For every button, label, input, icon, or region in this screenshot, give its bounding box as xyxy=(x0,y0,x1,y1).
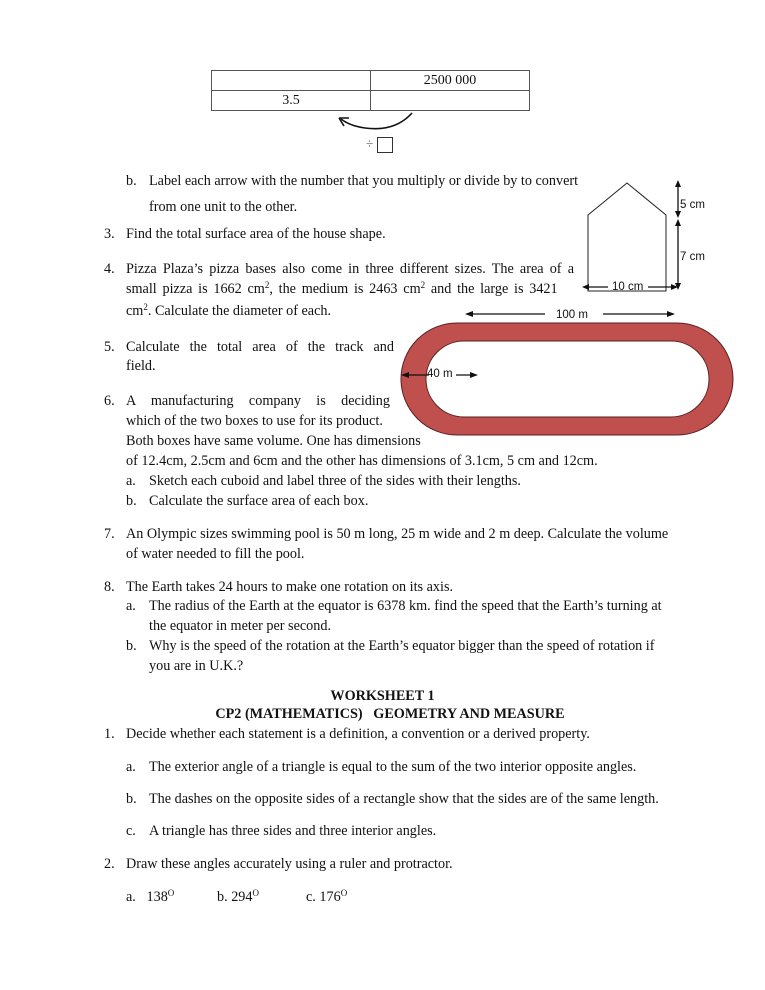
angle-item: b. $294^O$ xyxy=(217,888,259,905)
house-roof-label: 5 cm xyxy=(680,199,705,211)
question-text: $cm^2$. Calculate the diameter of each. xyxy=(126,302,332,319)
item-marker: b. xyxy=(126,791,137,807)
conversion-table xyxy=(211,70,530,111)
question-number: 6. xyxy=(104,393,115,409)
question-text: The radius of the Earth at the equator is 6378 km. find the speed that the Earth’s turning at xyxy=(149,598,662,614)
question-text: small pizza is 1662 $cm^2$, the medium is 2463 $cm^2$ and the large is 3421 xyxy=(126,280,558,297)
item-marker: b. xyxy=(126,493,137,509)
item-marker: a. xyxy=(126,473,136,489)
question-text: of 12.4cm, 2.5cm and 6cm and the other has dimensions of 3.1cm, 5 cm and 12cm. xyxy=(126,453,598,469)
question-text: of water needed to fill the pool. xyxy=(126,546,305,562)
question-text: from one unit to the other. xyxy=(149,199,298,215)
track-length-label: 100 m xyxy=(556,309,588,321)
question-number: 7. xyxy=(104,526,115,542)
item-marker: b. xyxy=(126,173,137,189)
question-text: Draw these angles accurately using a ruler and protractor. xyxy=(126,856,453,872)
angle-item: c. $176^O$ xyxy=(306,888,348,905)
question-number: 4. xyxy=(104,261,115,277)
worksheet-subtitle: CP2 (MATHEMATICS) GEOMETRY AND MEASURE xyxy=(215,706,565,722)
table-row xyxy=(212,91,530,111)
question-text: field. xyxy=(126,358,156,374)
question-text: The Earth takes 24 hours to make one rotation on its axis. xyxy=(126,579,454,595)
table-cell xyxy=(212,71,371,91)
worksheet-title: WORKSHEET 1 xyxy=(330,688,435,704)
question-text: the equator in meter per second. xyxy=(149,618,331,634)
question-text: Calculate the total area of the track and xyxy=(126,339,394,355)
table-cell: 3.5 xyxy=(212,91,371,111)
divide-symbol: ÷ xyxy=(366,136,374,151)
item-marker: c. xyxy=(126,823,136,839)
angle-item: a. $138^O$ xyxy=(126,888,175,905)
statement-text: A triangle has three sides and three interior angles. xyxy=(149,823,437,839)
question-text: An Olympic sizes swimming pool is 50 m long, 25 m wide and 2 m deep. Calculate the volume xyxy=(126,526,669,542)
table-row xyxy=(212,71,530,91)
statement-text: The exterior angle of a triangle is equal to the sum of the two interior opposite angles. xyxy=(149,759,637,775)
table-cell: 2500 000 xyxy=(371,71,530,91)
question-text: Label each arrow with the number that you multiply or divide by to convert xyxy=(149,173,579,189)
question-text: you are in U.K.? xyxy=(149,658,244,674)
question-number: 1. xyxy=(104,726,115,742)
curved-arrow-icon xyxy=(335,110,415,134)
answer-box[interactable] xyxy=(377,137,393,153)
question-number: 3. xyxy=(104,226,115,242)
house-width-label: 10 cm xyxy=(612,281,644,293)
question-text: Calculate the surface area of each box. xyxy=(149,493,369,509)
question-text: Why is the speed of the rotation at the Earth’s equator bigger than the speed of rotation if xyxy=(149,638,655,654)
question-number: 5. xyxy=(104,339,115,355)
question-text: Both boxes have same volume. One has dimensions xyxy=(126,433,421,449)
item-marker: a. xyxy=(126,598,136,614)
track-width-label: 40 m xyxy=(427,368,453,380)
question-text: Pizza Plaza’s pizza bases also come in three different sizes. The area of a xyxy=(126,261,574,277)
question-text: which of the two boxes to use for its product. xyxy=(126,413,383,429)
question-text: A manufacturing company is deciding xyxy=(126,393,390,409)
item-marker: b. xyxy=(126,638,137,654)
item-marker: a. xyxy=(126,759,136,775)
question-number: 2. xyxy=(104,856,115,872)
house-shape-diagram xyxy=(580,176,720,298)
question-text: Find the total surface area of the house shape. xyxy=(126,226,386,242)
question-number: 8. xyxy=(104,579,115,595)
table-cell xyxy=(371,91,530,111)
question-text: Decide whether each statement is a definition, a convention or a derived property. xyxy=(126,726,590,742)
question-text: Sketch each cuboid and label three of the sides with their lengths. xyxy=(149,473,521,489)
statement-text: The dashes on the opposite sides of a rectangle show that the sides are of the same length. xyxy=(149,791,659,807)
house-wall-label: 7 cm xyxy=(680,251,705,263)
